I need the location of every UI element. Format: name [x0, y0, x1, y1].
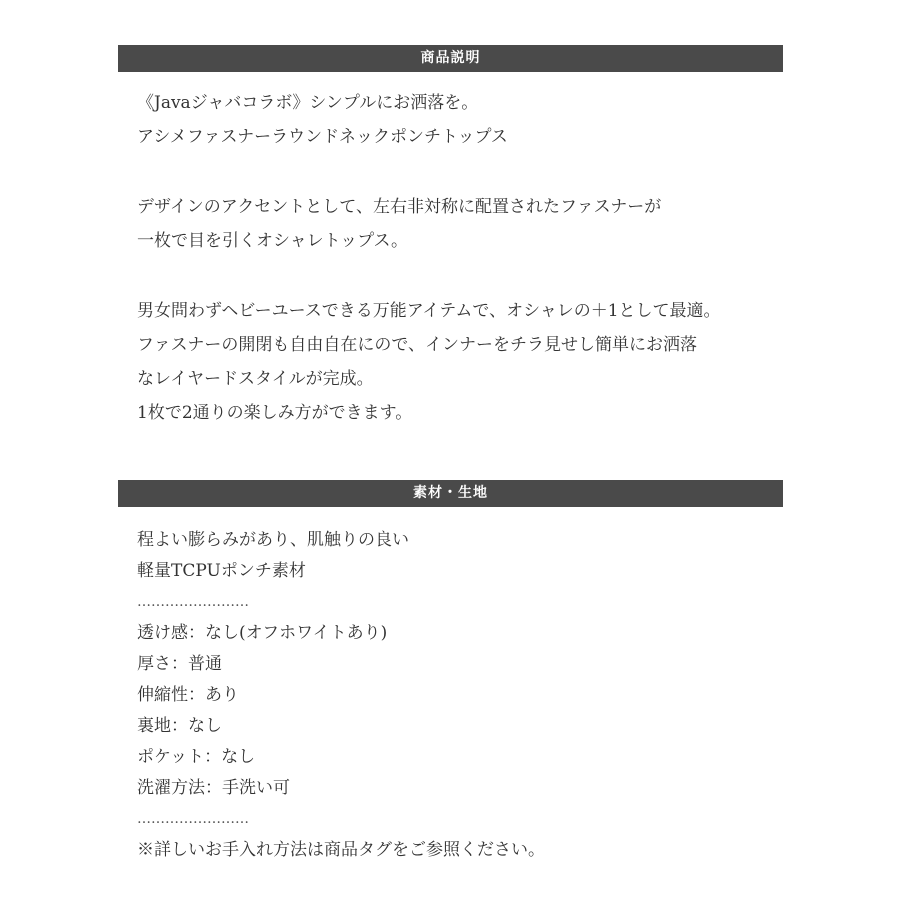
description-line: アシメファスナーラウンドネックポンチトップス: [137, 127, 508, 147]
description-line: デザインのアクセントとして、左右非対称に配置されたファスナーが: [137, 197, 662, 217]
spec-lining: 裏地：なし: [137, 716, 222, 736]
material-line: 程よい膨らみがあり、肌触りの良い: [137, 530, 409, 550]
description-line: ファスナーの開閉も自由自在にので、インナーをチラ見せし簡単にお洒落: [137, 335, 697, 355]
description-spacer: [137, 154, 777, 190]
spec-pocket: ポケット：なし: [137, 747, 256, 767]
description-line: 1枚で2通りの楽しみ方ができます。: [137, 403, 413, 423]
spec-transparency: 透け感：なし(オフホワイトあり): [137, 623, 388, 643]
description-line: なレイヤードスタイルが完成。: [137, 369, 374, 389]
description-spacer: [137, 258, 777, 294]
material-line: 軽量TCPUポンチ素材: [137, 561, 306, 581]
spec-washing: 洗濯方法：手洗い可: [137, 778, 290, 798]
dotted-divider: ……………………: [137, 594, 249, 610]
care-note: ※詳しいお手入れ方法は商品タグをご参照ください。: [137, 840, 545, 860]
section-header-material: 素材・生地: [118, 480, 783, 507]
description-text: [137, 86, 777, 430]
description-line: 男女問わずヘビーユースできる万能アイテムで、オシャレの＋1として最適。: [137, 301, 721, 321]
description-line: 一枚で目を引くオシャレトップス。: [137, 231, 408, 251]
material-text: [137, 525, 777, 866]
dotted-divider: ……………………: [137, 811, 249, 827]
section-header-description: 商品説明: [118, 45, 783, 72]
spec-stretch: 伸縮性：あり: [137, 685, 239, 705]
spec-thickness: 厚さ：普通: [137, 654, 222, 674]
description-line: 《Javaジャバコラボ》シンプルにお洒落を。: [137, 93, 479, 113]
